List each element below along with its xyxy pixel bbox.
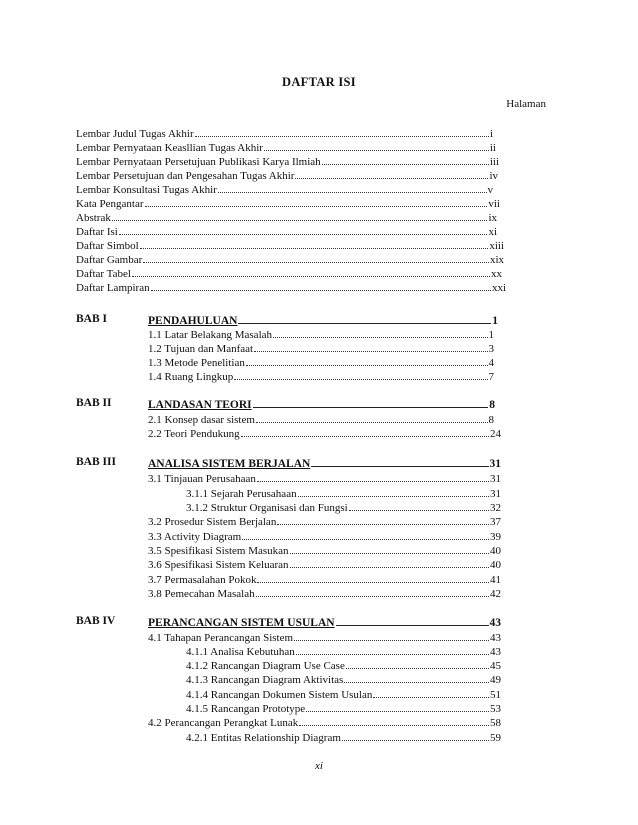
toc-entry-page: 8 [488, 414, 494, 426]
toc-entry-label: 1.2 Tujuan dan Manfaat [148, 343, 254, 355]
toc-entry [148, 586, 501, 600]
toc-entry-page: xxi [491, 282, 506, 294]
toc-entry [148, 514, 501, 528]
toc-entry-label: 3.5 Spesifikasi Sistem Masukan [148, 545, 289, 557]
leader-dots [254, 341, 487, 352]
leader-dots [346, 658, 489, 669]
toc-entry-label: 3.6 Spesifikasi Sistem Keluaran [148, 559, 289, 571]
toc-entry [76, 266, 502, 280]
leader-dots [151, 280, 491, 291]
toc-entry [148, 369, 494, 383]
toc-entry-page: iii [489, 156, 499, 168]
toc-entry-label: Daftar Gambar [76, 254, 143, 266]
toc-entry-page: 43 [490, 632, 501, 644]
toc-entry-label: 3.1.2 Struktur Organisasi dan Fungsi [186, 502, 348, 514]
leader-dots [140, 238, 489, 249]
toc-entry-label: Daftar Simbol [76, 240, 139, 252]
toc-entry [148, 572, 501, 586]
toc-entry [76, 252, 504, 266]
leader-line [311, 455, 488, 467]
toc-entry-page: 41 [490, 574, 501, 586]
toc-entry [186, 658, 501, 672]
chapter-title: PENDAHULUAN [148, 315, 238, 327]
chapter-code: BAB II [76, 397, 112, 409]
toc-entry-label: 1.3 Metode Penelitian [148, 357, 245, 369]
leader-line [238, 312, 491, 324]
toc-entry-page: xix [489, 254, 504, 266]
toc-entry-label: Abstrak [76, 212, 111, 224]
toc-entry [148, 557, 501, 571]
toc-entry-page: ii [489, 142, 496, 154]
toc-entry [76, 238, 504, 252]
toc-entry-label: 1.4 Ruang Lingkup [148, 371, 234, 383]
toc-entry-page: xiii [489, 240, 504, 252]
toc-entry [76, 182, 493, 196]
leader-dots [322, 154, 489, 165]
toc-entry [148, 355, 494, 369]
leader-dots [298, 486, 489, 497]
toc-entry [148, 412, 494, 426]
toc-entry [186, 701, 501, 715]
toc-entry [76, 154, 499, 168]
page-title: DAFTAR ISI [282, 75, 356, 89]
chapter-code: BAB I [76, 313, 107, 325]
toc-entry-label: Kata Pengantar [76, 198, 144, 210]
leader-dots [242, 529, 489, 540]
toc-entry-label: Lembar Pernyataan Persetujuan Publikasi Karya Ilmiah [76, 156, 321, 168]
toc-entry-page: vii [488, 198, 500, 210]
toc-entry-page: 31 [490, 488, 501, 500]
toc-entry [148, 327, 494, 341]
toc-entry [76, 196, 500, 210]
toc-entry-page: 39 [490, 531, 501, 543]
leader-dots [112, 210, 488, 221]
toc-entry-label: 4.1.5 Rancangan Prototype [186, 703, 306, 715]
toc-entry [148, 715, 501, 729]
leader-dots [290, 557, 489, 568]
leader-dots [344, 672, 489, 683]
leader-dots [257, 572, 489, 583]
toc-entry-page: 4 [488, 357, 494, 369]
leader-line [253, 396, 489, 408]
leader-dots [246, 355, 488, 366]
toc-entry [76, 126, 493, 140]
toc-entry [148, 543, 501, 557]
toc-entry-page: 40 [490, 545, 501, 557]
leader-dots [257, 471, 489, 482]
toc-entry [186, 500, 501, 514]
leader-dots [373, 687, 489, 698]
toc-entry [148, 630, 501, 644]
toc-entry [186, 486, 501, 500]
leader-dots [218, 182, 487, 193]
leader-dots [290, 543, 489, 554]
toc-entry-label: 3.8 Pemecahan Masalah [148, 588, 255, 600]
toc-entry-label: Lembar Persetujuan dan Pengesahan Tugas Akhir [76, 170, 295, 182]
leader-dots [145, 196, 488, 207]
chapter-page: 8 [489, 399, 495, 411]
chapter-heading [148, 455, 501, 469]
toc-entry-page: xx [491, 268, 502, 280]
toc-entry-page: 37 [490, 516, 501, 528]
leader-dots [256, 586, 489, 597]
toc-entry-label: 4.2.1 Entitas Relationship Diagram [186, 732, 341, 744]
toc-entry-label: Lembar Konsultasi Tugas Akhir [76, 184, 217, 196]
leader-dots [241, 426, 489, 437]
leader-dots [342, 730, 489, 741]
toc-entry-label: Lembar Judul Tugas Akhir [76, 128, 194, 140]
toc-entry-label: 3.3 Activity Diagram [148, 531, 242, 543]
chapter-heading [148, 396, 495, 410]
toc-entry-label: 4.1.1 Analisa Kebutuhan [186, 646, 295, 658]
toc-entry-label: 3.1 Tinjauan Perusahaan [148, 473, 256, 485]
toc-entry-label: 4.1.2 Rancangan Diagram Use Case [186, 660, 345, 672]
toc-entry-page: 49 [490, 674, 501, 686]
toc-entry [186, 687, 501, 701]
toc-entry-page: 59 [490, 732, 501, 744]
toc-entry-label: 4.1.3 Rancangan Diagram Aktivitas [186, 674, 344, 686]
toc-entry [76, 140, 496, 154]
leader-dots [296, 644, 489, 655]
chapter-page: 43 [489, 617, 501, 629]
chapter-title: ANALISA SISTEM BERJALAN [148, 458, 311, 470]
toc-entry-page: 3 [488, 343, 494, 355]
toc-entry-page: i [489, 128, 493, 140]
toc-entry [186, 644, 501, 658]
toc-entry-page: 43 [490, 646, 501, 658]
chapter-heading [148, 312, 498, 326]
leader-dots [349, 500, 489, 511]
leader-dots [132, 266, 490, 277]
toc-entry-page: iv [489, 170, 498, 182]
chapter-code: BAB IV [76, 615, 116, 627]
toc-entry [148, 471, 501, 485]
toc-entry-page: 58 [490, 717, 501, 729]
leader-line [336, 614, 489, 626]
toc-entry-page: 53 [490, 703, 501, 715]
toc-entry-page: ix [488, 212, 497, 224]
leader-dots [195, 126, 489, 137]
toc-entry [186, 730, 501, 744]
leader-dots [277, 514, 489, 525]
halaman-label: Halaman [506, 98, 546, 110]
leader-dots [119, 224, 488, 235]
leader-dots [143, 252, 489, 263]
toc-entry-page: 24 [490, 428, 501, 440]
toc-entry-label: 2.2 Teori Pendukung [148, 428, 240, 440]
leader-dots [295, 168, 488, 179]
leader-dots [234, 369, 487, 380]
toc-entry-label: Daftar Isi [76, 226, 118, 238]
toc-entry-label: 2.1 Konsep dasar sistem [148, 414, 255, 426]
toc-entry-page: 51 [490, 689, 501, 701]
toc-entry-label: Daftar Tabel [76, 268, 131, 280]
leader-dots [299, 715, 489, 726]
chapter-page: 31 [489, 458, 501, 470]
toc-entry-page: 7 [488, 371, 494, 383]
toc-entry-label: 4.2 Perancangan Perangkat Lunak [148, 717, 299, 729]
toc-entry [148, 341, 494, 355]
leader-dots [306, 701, 489, 712]
toc-entry-page: 40 [490, 559, 501, 571]
toc-entry [76, 168, 498, 182]
toc-entry-label: Lembar Pernyataan Keasllian Tugas Akhir [76, 142, 263, 154]
toc-entry [76, 224, 497, 238]
toc-entry-label: 4.1.4 Rancangan Dokumen Sistem Usulan [186, 689, 373, 701]
chapter-title: PERANCANGAN SISTEM USULAN [148, 617, 335, 629]
toc-entry-page: 1 [488, 329, 494, 341]
toc-entry-label: 1.1 Latar Belakang Masalah [148, 329, 273, 341]
toc-entry-page: 31 [490, 473, 501, 485]
chapter-title: LANDASAN TEORI [148, 399, 252, 411]
toc-entry-page: 45 [490, 660, 501, 672]
toc-entry [148, 529, 501, 543]
toc-entry-label: Daftar Lampiran [76, 282, 150, 294]
leader-dots [264, 140, 489, 151]
leader-dots [294, 630, 489, 641]
toc-entry-page: 32 [490, 502, 501, 514]
chapter-page: 1 [492, 315, 498, 327]
leader-dots [256, 412, 488, 423]
toc-entry [76, 210, 497, 224]
chapter-code: BAB III [76, 456, 116, 468]
toc-entry [76, 280, 506, 294]
toc-entry [186, 672, 501, 686]
toc-entry-page: v [487, 184, 493, 196]
toc-entry-label: 3.1.1 Sejarah Perusahaan [186, 488, 297, 500]
toc-entry-page: xi [488, 226, 497, 238]
toc-entry-label: 4.1 Tahapan Perancangan Sistem [148, 632, 294, 644]
chapter-heading [148, 614, 501, 628]
toc-entry-label: 3.7 Permasalahan Pokok [148, 574, 257, 586]
toc-entry [148, 426, 501, 440]
leader-dots [273, 327, 487, 338]
toc-entry-label: 3.2 Prosedur Sistem Berjalan [148, 516, 277, 528]
page-number-footer: xi [315, 760, 323, 772]
toc-entry-page: 42 [490, 588, 501, 600]
